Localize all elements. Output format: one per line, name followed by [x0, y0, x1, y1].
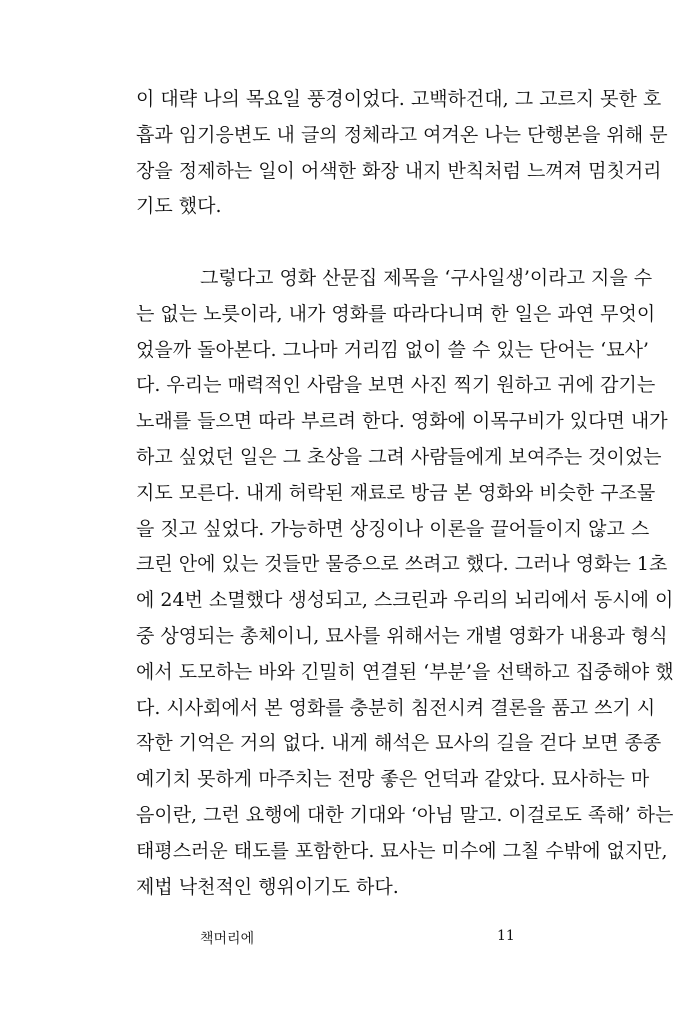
text-line: 에서 도모하는 바와 긴밀히 연결된 ‘부분’을 선택하고 집중해야 했: [136, 660, 674, 683]
text-line: 노래를 들으면 따라 부르려 한다. 영화에 이목구비가 있다면 내가: [136, 410, 668, 433]
page-number: 11: [497, 928, 515, 944]
text-line: 예기치 못하게 마주치는 전망 좋은 언덕과 같았다. 묘사하는 마: [136, 768, 650, 791]
text-line: 을 짓고 싶었다. 가능하면 상징이나 이론을 끌어들이지 않고 스: [136, 517, 650, 540]
text-line: 었을까 돌아본다. 그나마 거리낌 없이 쓸 수 있는 단어는 ‘묘사’: [136, 338, 649, 361]
text-line: 에 24번 소멸했다 생성되고, 스크린과 우리의 뇌리에서 동시에 이: [136, 589, 674, 612]
text-line: 다. 우리는 매력적인 사람을 보면 사진 찍기 원하고 귀에 감기는: [136, 374, 656, 397]
text-line: 이 대략 나의 목요일 풍경이었다. 고백하건대, 그 고르지 못한 호: [136, 88, 662, 110]
text-line: 태평스러운 태도를 포함한다. 묘사는 미수에 그칠 수밖에 없지만,: [136, 839, 668, 862]
text-line: 음이란, 그런 요행에 대한 기대와 ‘아님 말고. 이걸로도 족해’ 하는: [136, 803, 674, 826]
text-line: 하고 싶었던 일은 그 초상을 그려 사람들에게 보여주는 것이었는: [136, 445, 662, 468]
running-footer-section: 책머리에: [200, 931, 255, 947]
text-line: 기도 했다.: [136, 195, 222, 218]
text-line: 중 상영되는 총체이니, 묘사를 위해서는 개별 영화가 내용과 형식: [136, 624, 668, 647]
text-line: 흡과 임기응변도 내 글의 정체라고 여겨온 나는 단행본을 위해 문: [136, 123, 668, 146]
body-text: [136, 82, 674, 905]
text-line: 는 없는 노릇이라, 내가 영화를 따라다니며 한 일은 과연 무엇이: [136, 302, 656, 325]
text-line: 그렇다고 영화 산문집 제목을 ‘구사일생’이라고 지을 수: [200, 266, 653, 289]
text-line: 크린 안에 있는 것들만 물증으로 쓰려고 했다. 그러나 영화는 1초: [136, 553, 668, 576]
paragraph-gap: [136, 225, 566, 261]
text-line: 장을 정제하는 일이 어색한 화장 내지 반칙처럼 느껴져 멈칫거리: [136, 159, 662, 182]
text-line: 제법 낙천적인 행위이기도 하다.: [136, 875, 399, 898]
text-line: 다. 시사회에서 본 영화를 충분히 침전시켜 결론을 품고 쓰기 시: [136, 696, 656, 719]
text-line: 작한 기억은 거의 없다. 내게 해석은 묘사의 길을 걷다 보면 종종: [136, 732, 662, 755]
text-line: 지도 모른다. 내게 허락된 재료로 방금 본 영화와 비슷한 구조물: [136, 481, 656, 504]
